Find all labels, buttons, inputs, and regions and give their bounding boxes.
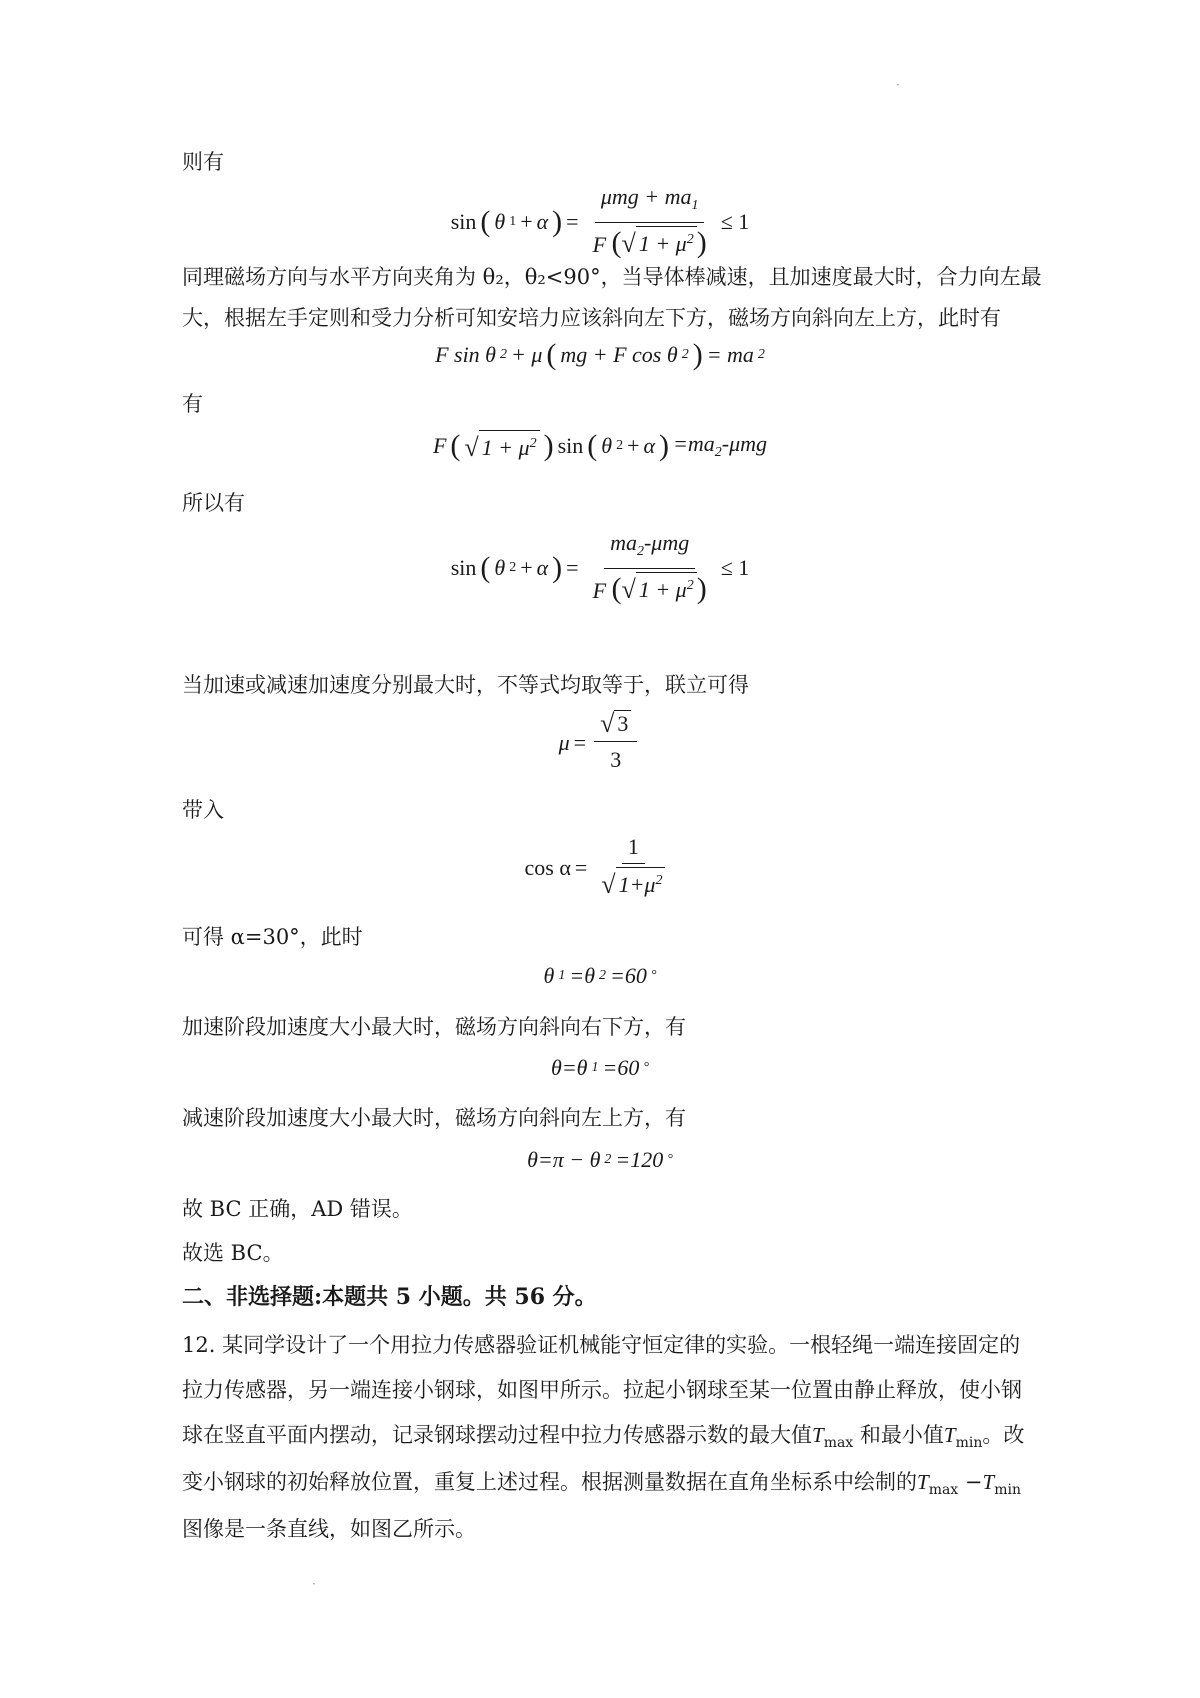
equation-7: θ 1 =θ 2 =60 °	[543, 963, 657, 988]
question-12-line-3: 球在竖直平面内摆动，记录钢球摆动过程中拉力传感器示数的最大值$T_{max}$ 和最小值$T_{min}$。改	[182, 1423, 1025, 1451]
question-12-line-4: 变小钢球的初始释放位置，重复上述过程。根据测量数据在直角坐标系中绘制的$T_{max} -T_{min}$	[182, 1470, 1021, 1498]
text-line-2a: 同理磁场方向与水平方向夹角为 θ₂，θ₂<90°，当导体棒减速，且加速度最大时，合力向左最	[182, 265, 1042, 289]
fraction: √ 3 3	[594, 710, 637, 775]
text-line-7: 可得 α=30°，此时	[182, 925, 363, 949]
text-line-9: 减速阶段加速度大小最大时，磁场方向斜向左上方，有	[182, 1106, 686, 1130]
equation-3: F ( √ $1 + \mu^2$ ) sin ( θ 2 + α ) $=ma_2$-μmg	[432, 428, 768, 462]
equation-5: μ = √ 3 3	[0, 710, 1200, 775]
equation-2: F sin θ 2 + μ ( mg + F cos θ 2 ) = ma 2	[435, 338, 765, 371]
question-12-line-2: 拉力传感器，另一端连接小钢球，如图甲所示。拉起小钢球至某一位置由静止释放，使小钢	[182, 1378, 1022, 1402]
equation-9: θ=π − θ 2 =120 °	[527, 1147, 673, 1172]
text-line-5: 当加速或减速加速度分别最大时，不等式均取等于，联立可得	[182, 673, 749, 697]
text-line-2b: 大，根据左手定则和受力分析可知安培力应该斜向左下方，磁场方向斜向左上方，此时有	[182, 306, 1001, 330]
bottom-dot: ·	[312, 1577, 316, 1591]
top-dot: ·	[896, 78, 900, 92]
fraction: $\mu mg + ma_1$ F ( √ $1 + \mu^2$ )	[592, 184, 707, 259]
equation-6: cos α = 1 √ $1+\mu^2$	[0, 834, 1200, 901]
equation-1: sin ( θ 1 + α ) = $\mu mg + ma_1$ F ( √ $1 + \mu^2$ ) ≤ 1	[450, 184, 750, 259]
fraction: 1 √ $1+\mu^2$	[595, 834, 671, 901]
equation-8: θ=θ 1 =60 °	[551, 1055, 649, 1080]
text-line-11: 故选 BC。	[182, 1241, 284, 1265]
text-line-8: 加速阶段加速度大小最大时，磁场方向斜向右下方，有	[182, 1015, 686, 1039]
section-heading: 二、非选择题:本题共 5 小题。共 56 分。	[182, 1284, 597, 1310]
question-12-line-1: 12. 某同学设计了一个用拉力传感器验证机械能守恒定律的实验。一根轻绳一端连接固定的	[182, 1333, 1021, 1357]
text-line-6: 带入	[182, 798, 224, 822]
text-line-10: 故 BC 正确，AD 错误。	[182, 1197, 413, 1221]
text-line-3: 有	[182, 392, 203, 416]
fraction: $ma_2$-μmg F ( √ $1 + \mu^2$ )	[592, 530, 707, 605]
equation-4: sin ( θ 2 + α ) = $ma_2$-μmg F ( √ $1 + \mu^2$ ) ≤ 1	[450, 530, 750, 605]
text-line-1: 则有	[182, 150, 224, 174]
text-line-4: 所以有	[182, 491, 245, 515]
question-12-line-5: 图像是一条直线，如图乙所示。	[182, 1517, 476, 1541]
